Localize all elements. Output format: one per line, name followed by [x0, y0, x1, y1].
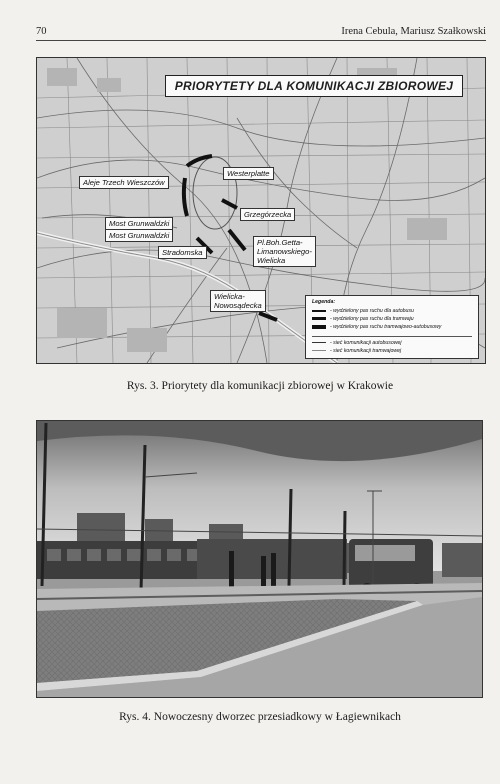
map-label-aleje: Aleje Trzech Wieszczów — [79, 176, 169, 189]
legend-item — [312, 339, 402, 346]
figure-3-caption: Rys. 3. Priorytety dla komunikacji zbiorowej w Krakowie — [126, 380, 394, 392]
legend-swatch — [312, 317, 326, 320]
running-head-authors: Irena Cebula, Mariusz Szałkowski — [341, 26, 486, 37]
map-label-most-grunwaldzki-2: Most Grunwaldzki — [105, 229, 173, 242]
map-label-grzegorzecka: Grzegórzecka — [240, 208, 295, 221]
legend-title: Legenda: — [312, 299, 336, 305]
legend-item — [312, 307, 414, 314]
map-title: PRIORYTETY DLA KOMUNIKACJI ZBIOROWEJ — [165, 75, 463, 97]
map-legend — [305, 295, 479, 359]
legend-divider — [312, 336, 472, 337]
legend-item — [312, 347, 401, 354]
map-label-westerplatte: Westerplatte — [223, 167, 274, 180]
map-label-wielicka: Wielicka- Nowosądecka — [210, 290, 266, 312]
figure-3-map — [36, 57, 486, 364]
figure-4-photo — [36, 420, 483, 698]
map-label-stradomska: Stradomska — [158, 246, 207, 259]
page-number: 70 — [36, 26, 47, 37]
figure-4-caption: Rys. 4. Nowoczesny dworzec przesiadkowy w Łagiewnikach — [119, 711, 401, 723]
page-header — [36, 26, 486, 41]
legend-item — [312, 315, 414, 322]
legend-text: - sieć komunikacji autobusowej — [330, 339, 402, 346]
legend-swatch — [312, 342, 326, 343]
legend-text: - wydzielony pas ruchu dla autobusu — [330, 307, 414, 314]
map-label-most-grunwaldzki-1: Most Grunwaldzki — [105, 217, 173, 230]
legend-item — [312, 323, 441, 330]
legend-text: - sieć komunikacji tramwajowej — [330, 347, 402, 354]
legend-swatch — [312, 310, 326, 312]
station-photo-graphic — [37, 421, 482, 697]
legend-text: - wydzielony pas ruchu dla tramwaju — [330, 315, 414, 322]
legend-swatch — [312, 350, 326, 351]
legend-swatch — [312, 325, 326, 329]
map-label-plboh: Pl.Boh.Getta- Limanowskiego- Wielicka — [253, 236, 316, 267]
legend-text: - wydzielony pas ruchu tramwajowo-autobusowy — [330, 323, 442, 330]
